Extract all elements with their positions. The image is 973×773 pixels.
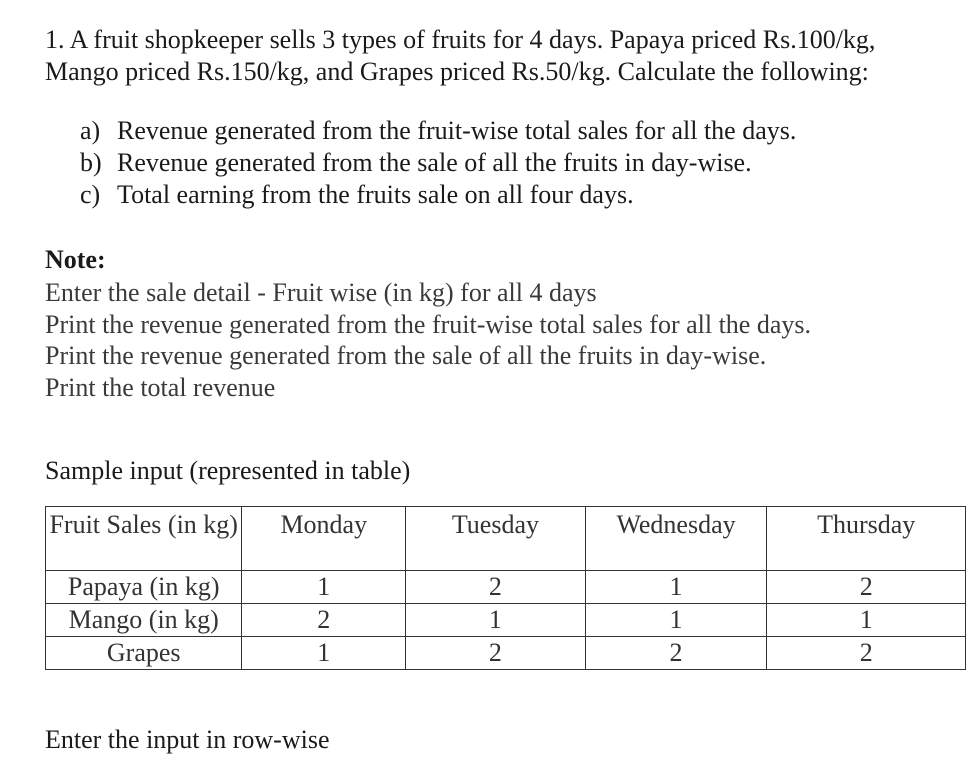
table-cell: 2: [406, 571, 586, 604]
table-cell: 1: [406, 604, 586, 637]
footer-instruction: Enter the input in row-wise: [45, 725, 330, 754]
header-cell: Tuesday: [406, 507, 586, 571]
list-item-text: Revenue generated from the sale of all the fruits in day-wise.: [117, 148, 752, 177]
table-cell: 1: [767, 604, 966, 637]
header-cell: Wednesday: [585, 507, 767, 571]
table-cell: Grapes: [46, 637, 242, 670]
table-cell: Mango (in kg): [46, 604, 242, 637]
note-line: Print the total revenue: [45, 373, 276, 402]
table-cell: 1: [242, 571, 406, 604]
table-cell: 1: [585, 571, 767, 604]
table-row: [46, 637, 966, 670]
header-cell: Monday: [242, 507, 406, 571]
header-cell: Fruit Sales (in kg): [46, 507, 242, 571]
table-row: [46, 604, 966, 637]
table-cell: Papaya (in kg): [46, 571, 242, 604]
list-item: [80, 179, 634, 211]
question-line-2: Mango priced Rs.150/kg, and Grapes priced Rs.50/kg. Calculate the following:: [45, 57, 869, 86]
note-heading: Note:: [45, 245, 106, 274]
table-cell: 2: [585, 637, 767, 670]
note-line: Print the revenue generated from the sale of all the fruits in day-wise.: [45, 341, 767, 370]
sales-table: [45, 506, 966, 670]
note-line: Enter the sale detail - Fruit wise (in kg) for all 4 days: [45, 278, 597, 307]
table-header-row: [46, 507, 966, 571]
table-cell: 2: [242, 604, 406, 637]
table-cell: 2: [767, 637, 966, 670]
table-cell: 1: [585, 604, 767, 637]
question-line-1: 1. A fruit shopkeeper sells 3 types of fruits for 4 days. Papaya priced Rs.100/kg,: [45, 25, 876, 54]
table-cell: 2: [767, 571, 966, 604]
header-cell: Thursday: [767, 507, 966, 571]
list-item-text: Total earning from the fruits sale on all four days.: [117, 180, 634, 209]
list-item: [80, 115, 796, 147]
table-row: [46, 571, 966, 604]
list-marker: b): [80, 148, 102, 177]
list-marker: c): [80, 180, 101, 209]
list-item: [80, 147, 752, 179]
table-cell: 1: [242, 637, 406, 670]
list-marker: a): [80, 116, 101, 145]
list-item-text: Revenue generated from the fruit-wise total sales for all the days.: [117, 116, 797, 145]
note-line: Print the revenue generated from the fruit-wise total sales for all the days.: [45, 310, 812, 339]
sample-caption: Sample input (represented in table): [45, 456, 411, 485]
table-cell: 2: [406, 637, 586, 670]
